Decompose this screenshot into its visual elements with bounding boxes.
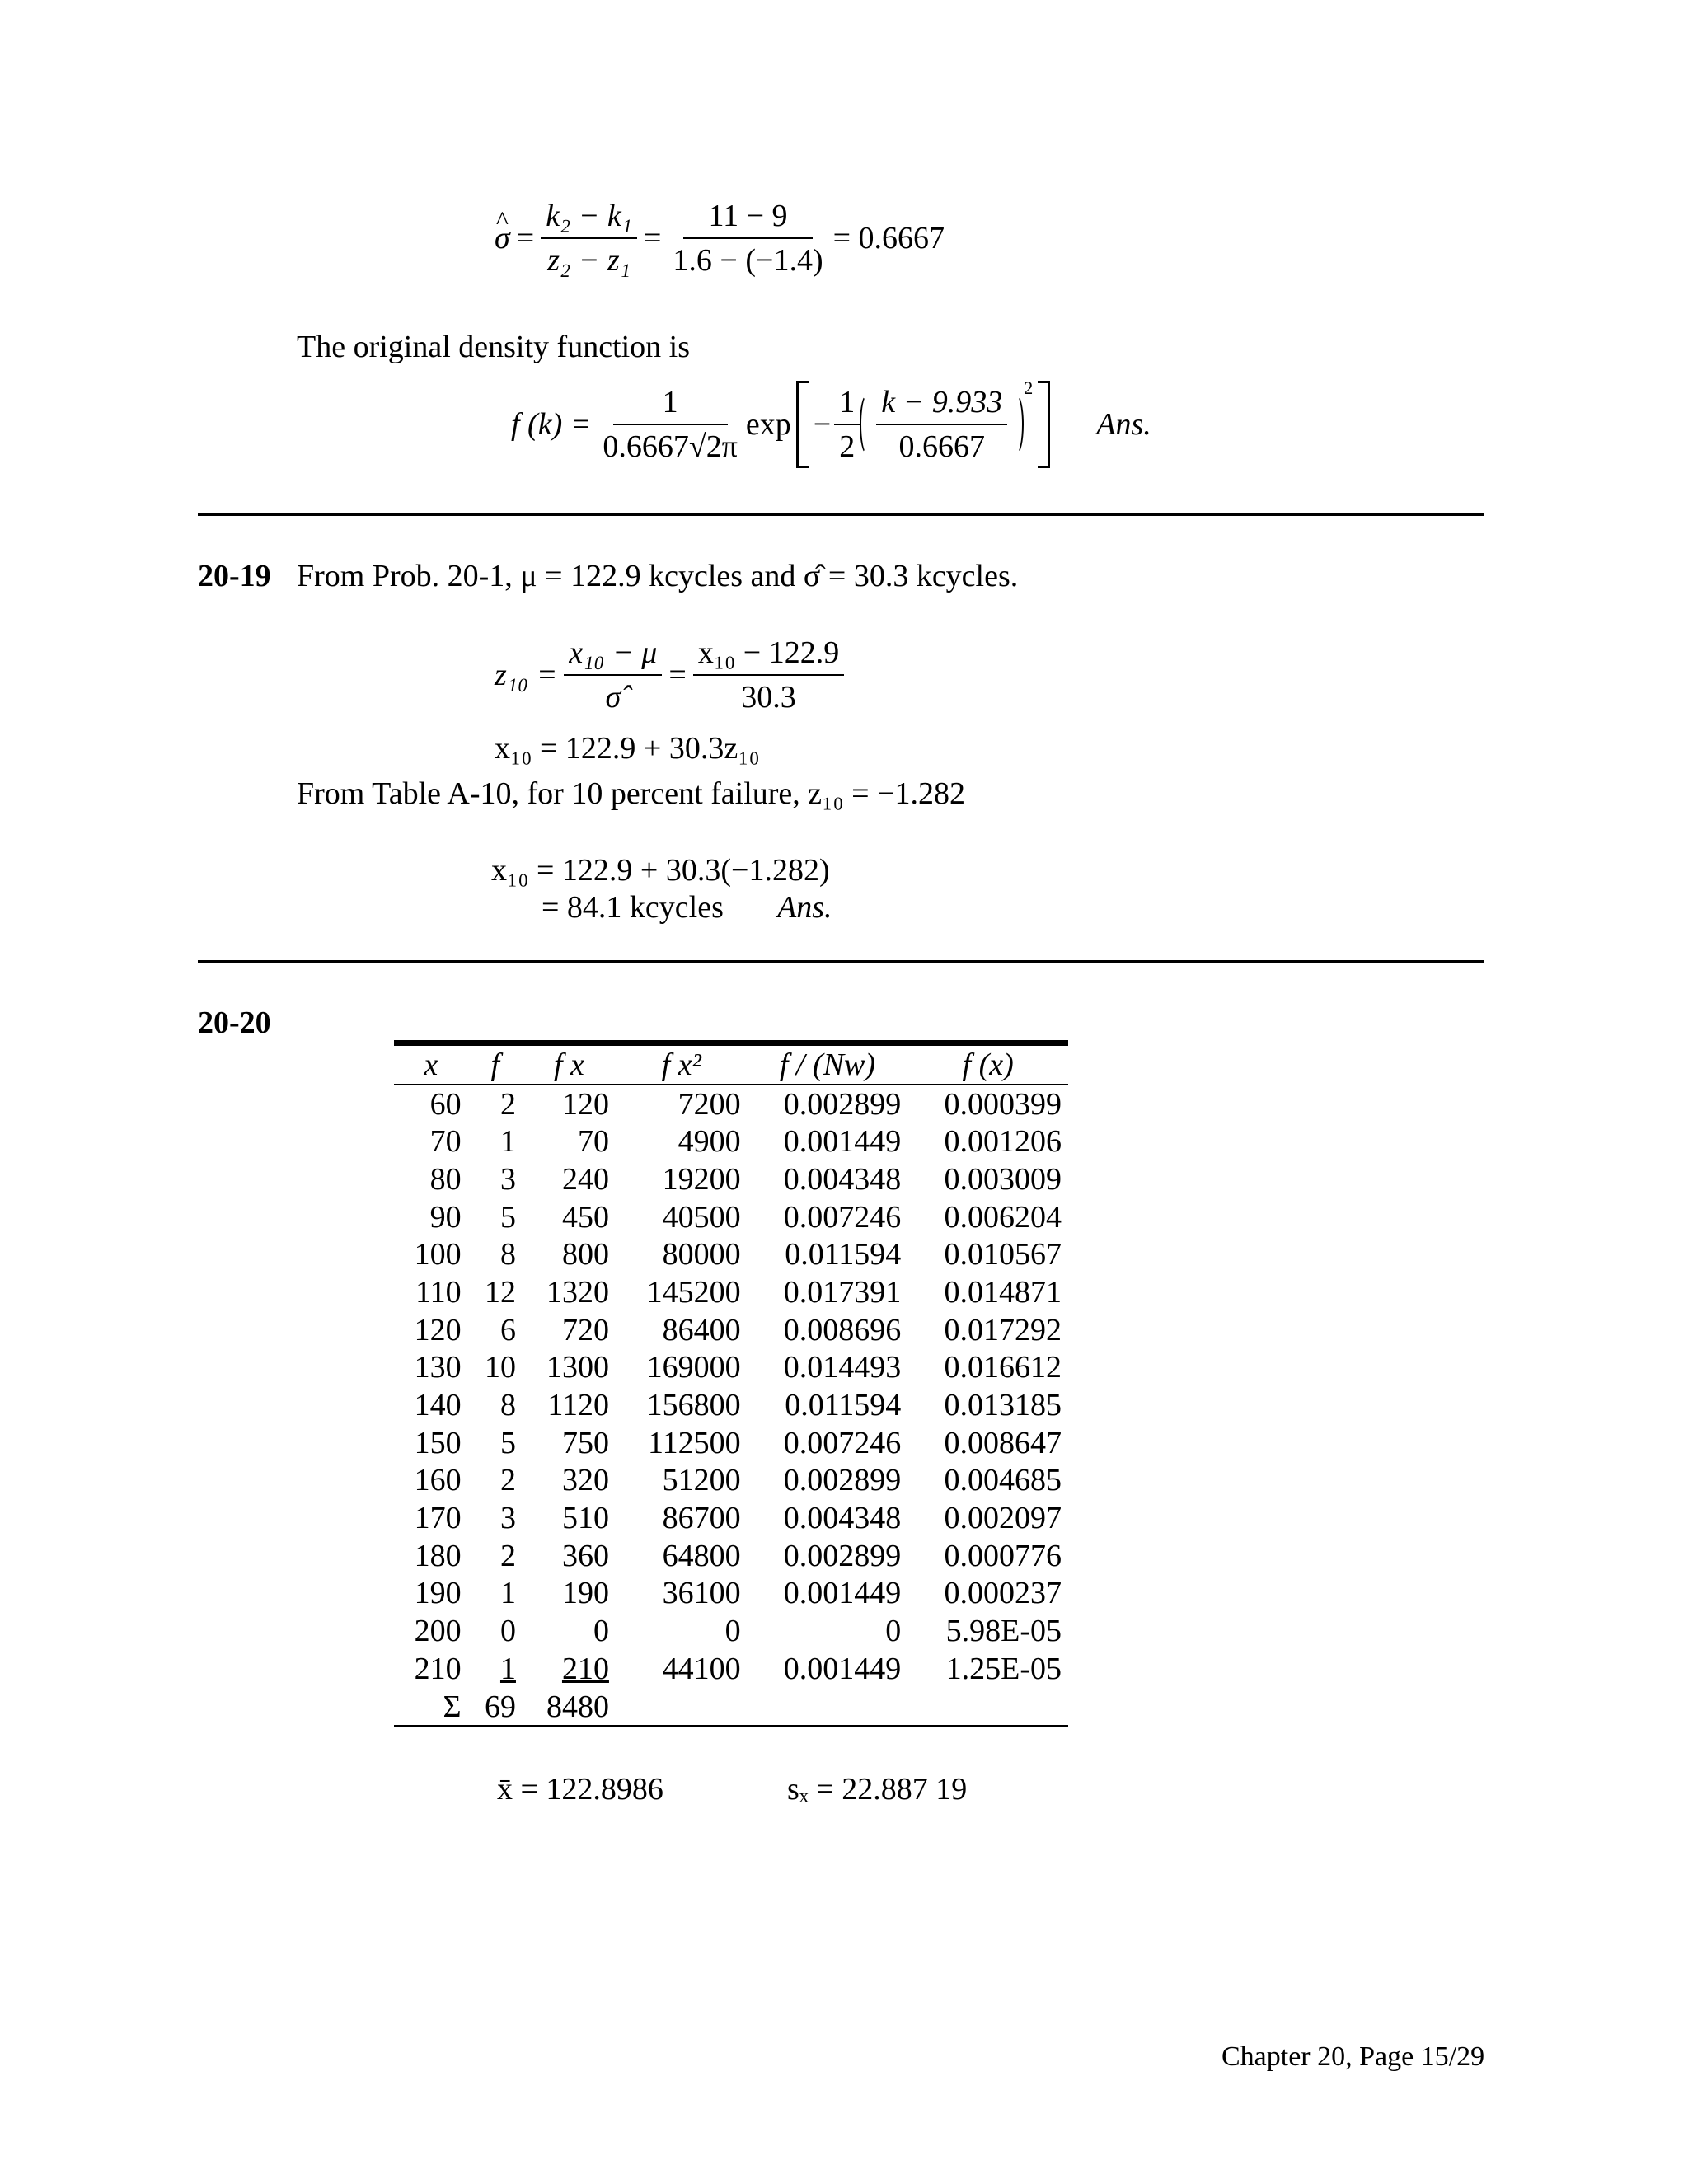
left-bracket	[796, 381, 809, 468]
page-footer: Chapter 20, Page 15/29	[1221, 2041, 1485, 2072]
table-cell: 5.98E-05	[945, 1614, 1062, 1649]
table-cell: 1.25E-05	[945, 1651, 1062, 1686]
table-cell: 8	[499, 1388, 516, 1423]
table-cell: 169000	[646, 1350, 741, 1385]
col-header: f x²	[661, 1047, 701, 1082]
table-row	[394, 1424, 1068, 1462]
z10-equation: z₁₀ = $\frac{\text{x₁₀ − μ}}{\sigmâ}$ = $\frac{\text{x₁₀ − 122.9}}{30.3}$	[495, 635, 844, 715]
x10-calc-line-1: x₁₀ = 122.9 + 30.3(−1.282)	[491, 853, 830, 888]
sum-cell: 8480	[523, 1688, 616, 1727]
table-cell: 86700	[662, 1501, 741, 1536]
density-normalizer: $\frac{1}{0.6667√2\pi}$	[603, 385, 738, 464]
table-cell: 140	[414, 1388, 462, 1423]
divider-2	[198, 960, 1484, 963]
density-intro-text: The original density function is	[297, 330, 691, 364]
table-row	[394, 1085, 1068, 1123]
sum-cell: Σ	[394, 1688, 468, 1727]
sigma-fraction-symbolic: $\frac{\text{k₂ − k₁}}{\text{z₂ − z₁}}$	[541, 198, 637, 279]
table-header-row	[394, 1046, 1068, 1085]
table-cell: 70	[429, 1124, 462, 1160]
table-cell: 800	[561, 1237, 609, 1272]
table-cell: 360	[561, 1538, 609, 1573]
table-sum-row	[394, 1688, 1068, 1727]
problem-20-19-statement: From Prob. 20-1, μ = 122.9 kcycles and σ̂ = 30.3 kcycles.	[297, 559, 1019, 593]
table-cell: 130	[414, 1350, 462, 1385]
table-cell: 12	[484, 1274, 516, 1310]
sum-cell: 69	[468, 1688, 523, 1727]
table-row	[394, 1349, 1068, 1387]
table-cell: 10	[484, 1350, 516, 1385]
table-cell: 100	[414, 1237, 462, 1272]
table-row	[394, 1612, 1068, 1650]
table-row	[394, 1235, 1068, 1273]
table-cell: 44100	[662, 1651, 741, 1686]
table-cell: 1300	[546, 1350, 609, 1385]
sum-cell	[907, 1688, 1068, 1727]
table-cell: 1	[499, 1576, 516, 1611]
table-cell: 0.007246	[783, 1199, 902, 1235]
sigma-fraction-numeric: $\frac{11 - 9}{1.6 - (-1.4)}$	[673, 199, 823, 278]
table-cell: 80000	[662, 1237, 741, 1272]
table-cell: 0.011594	[785, 1388, 902, 1423]
table-cell: 0.000776	[944, 1538, 1062, 1573]
col-header: x	[424, 1047, 438, 1082]
table-cell: 150	[414, 1425, 462, 1460]
col-header: f / (Nw)	[779, 1047, 875, 1082]
table-cell: 1120	[547, 1388, 609, 1423]
table-cell: 720	[561, 1312, 609, 1347]
table-cell: 0	[593, 1614, 609, 1649]
table-row	[394, 1273, 1068, 1311]
sigma-equation: ^ σ = $\frac{\text{k₂ − k₁}}{\text{z₂ − z₁}}$ = $\frac{11 - 9}{1.6 - (-1.4)}$ = 0.6667	[495, 198, 945, 279]
table-row	[394, 1311, 1068, 1349]
table-cell: 1	[499, 1651, 516, 1686]
table-cell: 19200	[662, 1161, 741, 1197]
table-cell: 5	[499, 1199, 516, 1235]
sum-cell	[616, 1688, 748, 1727]
frequency-data-table	[394, 1046, 1068, 1727]
table-cell: 190	[414, 1576, 462, 1611]
table-cell: 110	[415, 1274, 462, 1310]
table-row	[394, 1537, 1068, 1575]
table-row	[394, 1650, 1068, 1688]
table-cell: 750	[561, 1425, 609, 1460]
table-cell: 0.008647	[944, 1425, 1062, 1460]
frequency-table	[394, 1040, 1068, 1727]
table-cell: 0.013185	[944, 1388, 1062, 1423]
table-cell: 0.002899	[783, 1086, 902, 1122]
table-cell: 0.001449	[783, 1651, 902, 1686]
answer-label: Ans.	[777, 890, 832, 925]
table-cell: 120	[561, 1086, 609, 1122]
table-cell: 7200	[678, 1086, 741, 1122]
table-cell: 51200	[662, 1463, 741, 1498]
right-bracket	[1038, 381, 1050, 468]
table-cell: 0.008696	[783, 1312, 902, 1347]
table-cell: 80	[429, 1161, 462, 1197]
table-cell: 112500	[648, 1425, 741, 1460]
x10-equation: x₁₀ = 122.9 + 30.3z₁₀	[495, 731, 760, 766]
table-cell: 0.000399	[944, 1086, 1062, 1122]
table-cell: 4900	[678, 1124, 741, 1160]
table-cell: 0.000237	[944, 1576, 1062, 1611]
table-cell: 86400	[662, 1312, 741, 1347]
x10-calc-line-2: = 84.1 kcycles	[542, 890, 724, 925]
table-cell: 1	[499, 1124, 516, 1160]
sigma-hat-symbol: ^ σ	[495, 220, 510, 256]
table-cell: 60	[429, 1086, 462, 1122]
table-cell: 0.001449	[783, 1576, 902, 1611]
col-header: f (x)	[962, 1047, 1014, 1082]
table-cell: 2	[499, 1463, 516, 1498]
table-cell: 0.002097	[944, 1501, 1062, 1536]
table-cell: 510	[561, 1501, 609, 1536]
table-cell: 320	[561, 1463, 609, 1498]
table-cell: 3	[499, 1501, 516, 1536]
table-cell: 8	[499, 1237, 516, 1272]
table-cell: 2	[499, 1538, 516, 1573]
table-top-rule	[394, 1040, 1068, 1046]
table-cell: 0.002899	[783, 1538, 902, 1573]
x-bar-result: x̄ = 122.8986	[497, 1772, 663, 1807]
table-cell: 0.017292	[944, 1312, 1062, 1347]
sigma-result: = 0.6667	[832, 221, 945, 255]
table-cell: 120	[414, 1312, 462, 1347]
table-cell: 64800	[662, 1538, 741, 1573]
table-cell: 180	[414, 1538, 462, 1573]
divider-1	[198, 513, 1484, 516]
table-row	[394, 1122, 1068, 1160]
table-cell: 0.001206	[944, 1124, 1062, 1160]
table-cell: 240	[561, 1161, 609, 1197]
table-a10-line: From Table A-10, for 10 percent failure, z₁₀ = −1.282	[297, 776, 966, 811]
sx-result: sₓ = 22.887 19	[787, 1772, 968, 1807]
table-row	[394, 1575, 1068, 1613]
table-cell: 0.004348	[783, 1161, 902, 1197]
table-cell: 0	[724, 1614, 741, 1649]
density-equation: f (k) = $\frac{1}{0.6667√2\pi}$ exp − $\frac{1}{2}$ $\frac{k - 9.933}{0.6667}$ 2 Ans.	[511, 381, 1151, 468]
table-cell: 0.001449	[783, 1124, 902, 1160]
table-cell: 450	[561, 1199, 609, 1235]
table-cell: 0.006204	[944, 1199, 1062, 1235]
table-cell: 0.004348	[783, 1501, 902, 1536]
table-cell: 190	[561, 1576, 609, 1611]
table-cell: 210	[561, 1651, 609, 1686]
table-cell: 0.007246	[783, 1425, 902, 1460]
problem-label-20-19: 20-19	[198, 559, 271, 593]
sum-cell	[748, 1688, 908, 1727]
table-cell: 145200	[646, 1274, 741, 1310]
problem-label-20-20: 20-20	[198, 1005, 271, 1040]
table-row	[394, 1499, 1068, 1537]
table-cell: 200	[414, 1614, 462, 1649]
table-cell: 2	[499, 1086, 516, 1122]
table-cell: 0.016612	[944, 1350, 1062, 1385]
table-cell: 0.011594	[785, 1237, 902, 1272]
table-cell: 160	[414, 1463, 462, 1498]
table-cell: 0.003009	[944, 1161, 1062, 1197]
table-cell: 0	[499, 1614, 516, 1649]
answer-label: Ans.	[1096, 407, 1151, 442]
table-cell: 156800	[646, 1388, 741, 1423]
table-cell: 0.017391	[783, 1274, 902, 1310]
table-row	[394, 1386, 1068, 1424]
table-cell: 3	[499, 1161, 516, 1197]
table-cell: 40500	[662, 1199, 741, 1235]
table-cell: 5	[499, 1425, 516, 1460]
table-cell: 6	[499, 1312, 516, 1347]
table-row	[394, 1160, 1068, 1198]
table-cell: 0.014493	[783, 1350, 902, 1385]
table-cell: 170	[414, 1501, 462, 1536]
table-cell: 210	[414, 1651, 462, 1686]
table-cell: 0.004685	[944, 1463, 1062, 1498]
table-cell: 0.014871	[944, 1274, 1062, 1310]
table-row	[394, 1198, 1068, 1236]
table-cell: 0.010567	[944, 1237, 1062, 1272]
table-cell: 70	[577, 1124, 609, 1160]
table-row	[394, 1462, 1068, 1500]
table-cell: 0	[885, 1614, 902, 1649]
col-header: f	[490, 1047, 500, 1082]
table-cell: 1320	[546, 1274, 609, 1310]
col-header: f x	[553, 1047, 584, 1082]
table-cell: 90	[429, 1199, 462, 1235]
table-cell: 36100	[662, 1576, 741, 1611]
table-cell: 0.002899	[783, 1463, 902, 1498]
